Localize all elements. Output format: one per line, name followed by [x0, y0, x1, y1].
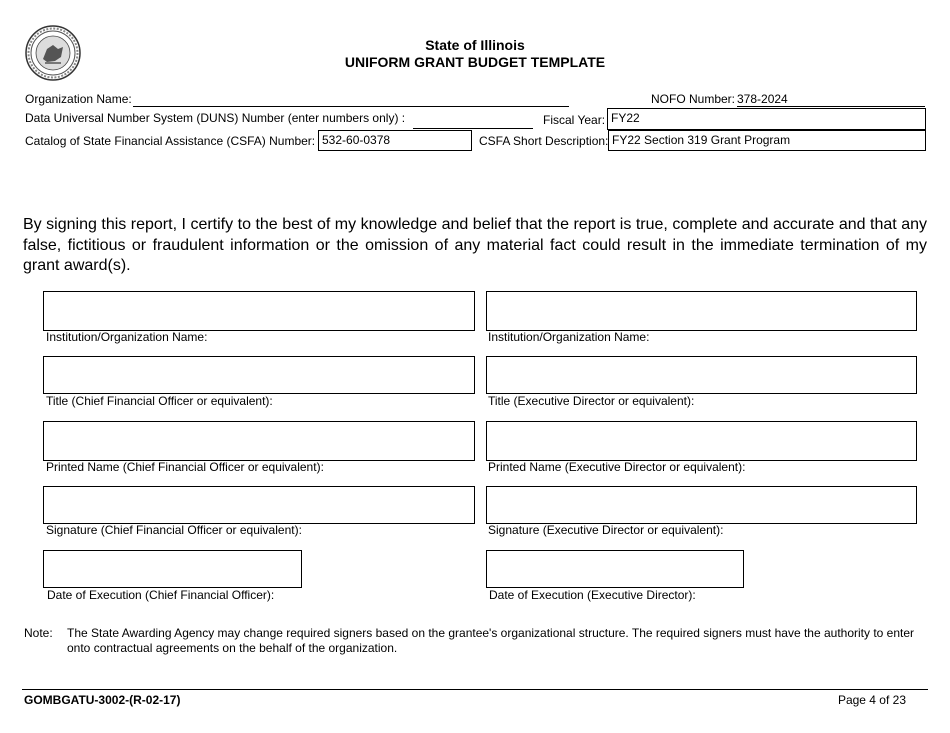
left-signature-box[interactable]: [43, 486, 475, 524]
left-printed-name-box[interactable]: [43, 421, 475, 461]
right-printed-name-box[interactable]: [486, 421, 917, 461]
illinois-state-seal-icon: [25, 25, 81, 81]
org-name-label: Organization Name:: [25, 92, 132, 106]
right-printed-name-label: Printed Name (Executive Director or equivalent):: [488, 460, 746, 474]
right-institution-box[interactable]: [486, 291, 917, 331]
duns-field[interactable]: [413, 113, 533, 129]
nofo-number-field[interactable]: 378-2024: [737, 92, 925, 107]
note-label: Note:: [24, 626, 53, 640]
right-title-label: Title (Executive Director or equivalent):: [488, 394, 695, 408]
right-date-label: Date of Execution (Executive Director):: [489, 588, 696, 602]
right-signature-label: Signature (Executive Director or equivalent):: [488, 523, 724, 537]
footer-divider: [22, 689, 928, 690]
left-institution-box[interactable]: [43, 291, 475, 331]
csfa-description-label: CSFA Short Description:: [479, 134, 609, 148]
left-signature-label: Signature (Chief Financial Officer or equivalent):: [46, 523, 302, 537]
right-institution-label: Institution/Organization Name:: [488, 330, 650, 344]
nofo-number-label: NOFO Number:: [651, 92, 736, 106]
left-date-label: Date of Execution (Chief Financial Officer):: [47, 588, 275, 602]
org-name-field[interactable]: [133, 92, 569, 107]
right-date-box[interactable]: [486, 550, 744, 588]
csfa-number-field[interactable]: 532-60-0378: [318, 130, 472, 151]
page-number: Page 4 of 23: [837, 693, 906, 707]
right-signature-box[interactable]: [486, 486, 917, 524]
fiscal-year-label: Fiscal Year:: [543, 113, 606, 127]
left-title-box[interactable]: [43, 356, 475, 394]
fiscal-year-field[interactable]: FY22: [607, 108, 926, 130]
right-title-box[interactable]: [486, 356, 917, 394]
left-title-label: Title (Chief Financial Officer or equivalent):: [46, 394, 273, 408]
csfa-number-label: Catalog of State Financial Assistance (CSFA) Number:: [25, 134, 316, 148]
state-title: State of Illinois: [425, 37, 525, 53]
certification-statement: By signing this report, I certify to the best of my knowledge and belief that the report is true, complete and accurate and that any false, fictitious or fraudulent information or the omission of any material fact could result in the immediate termination of my grant award(s).: [23, 216, 927, 274]
template-title: UNIFORM GRANT BUDGET TEMPLATE: [344, 54, 606, 70]
duns-label: Data Universal Number System (DUNS) Number (enter numbers only) :: [25, 111, 406, 125]
note-text: The State Awarding Agency may change required signers based on the grantee's organizational structure. The required signers must have the authority to enter onto contractual agreements on the behalf of the organization.: [67, 626, 915, 655]
csfa-description-field[interactable]: FY22 Section 319 Grant Program: [608, 130, 926, 151]
left-date-box[interactable]: [43, 550, 302, 588]
form-id: GOMBGATU-3002-(R-02-17): [24, 693, 181, 707]
left-institution-label: Institution/Organization Name:: [46, 330, 208, 344]
left-printed-name-label: Printed Name (Chief Financial Officer or equivalent):: [46, 460, 324, 474]
